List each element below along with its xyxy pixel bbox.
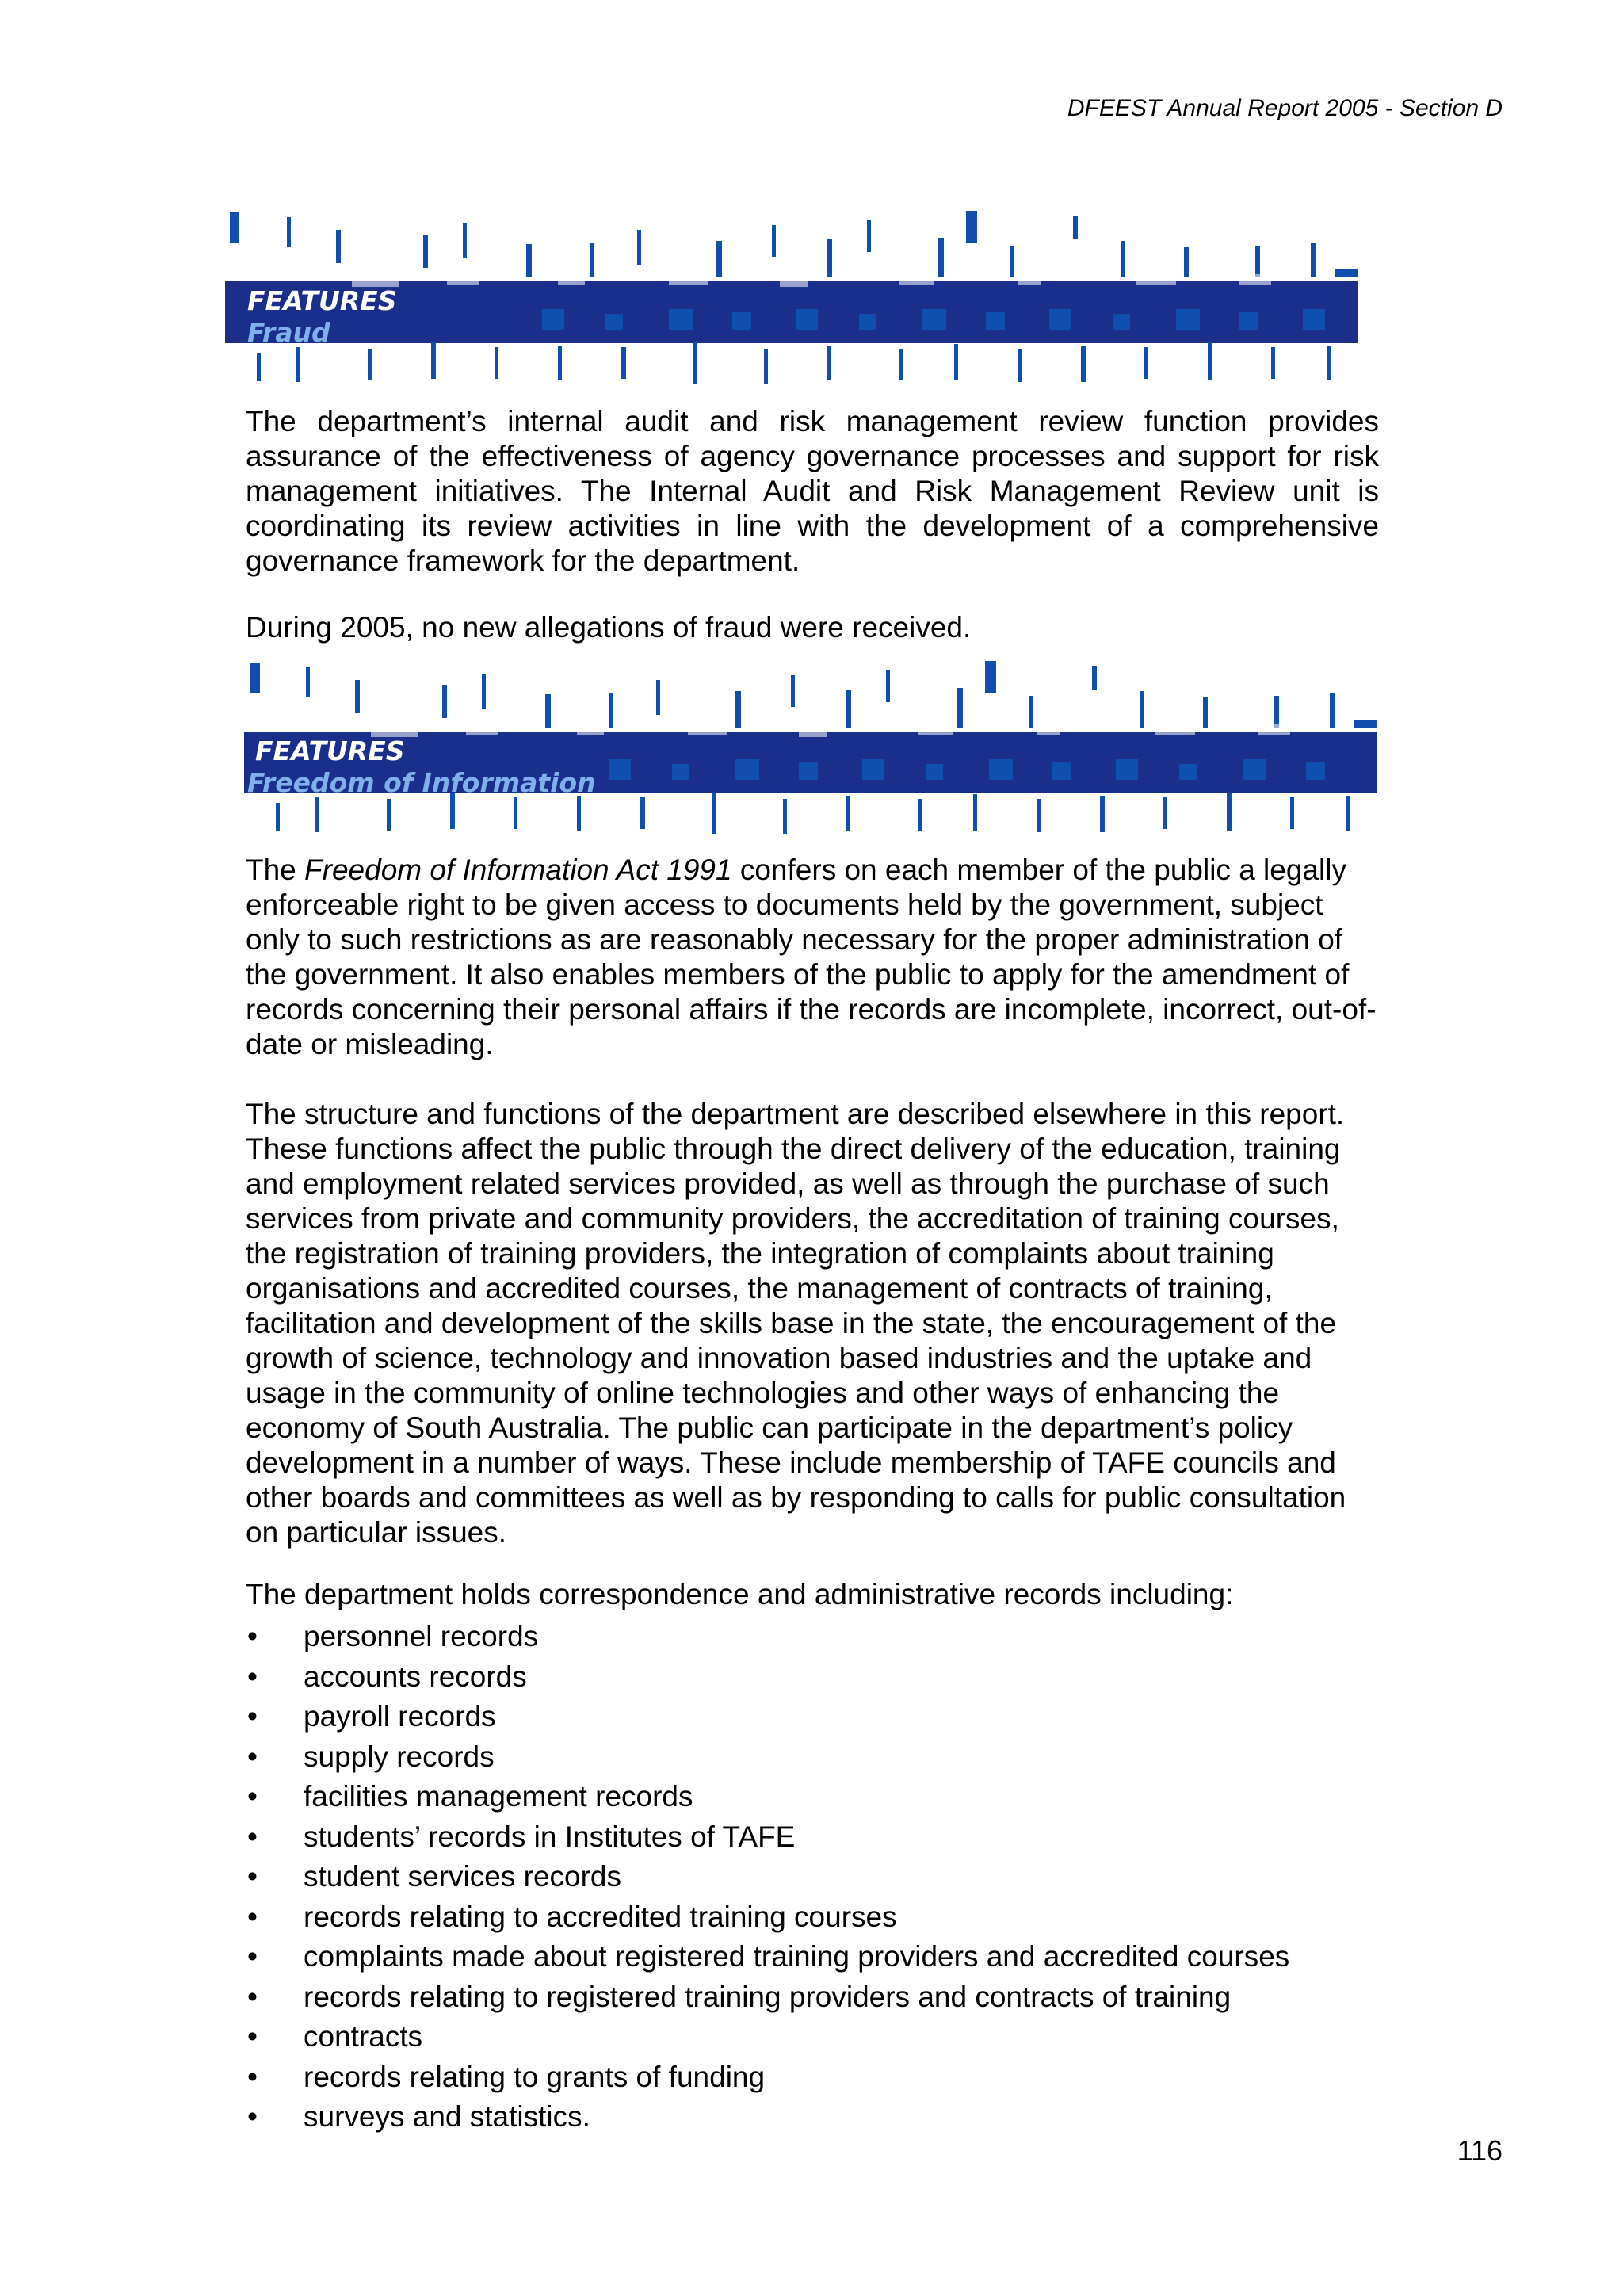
list-item: • accounts records <box>246 1657 1379 1698</box>
banner-feature-label: FEATURES <box>247 285 397 316</box>
fraud-paragraph-2: During 2005, no new allegations of fraud were received. <box>246 611 972 644</box>
foi-paragraph-1 <box>246 853 1379 1062</box>
list-item: • personnel records <box>246 1617 1379 1657</box>
page-number: 116 <box>1457 2134 1503 2167</box>
banner-graphic <box>244 656 1377 840</box>
section-banner-foi <box>244 656 1377 840</box>
list-item: • supply records <box>246 1737 1379 1778</box>
list-item: • facilities management records <box>246 1777 1379 1817</box>
foi-p1-lead: The <box>246 854 305 886</box>
list-item: • complaints made about registered training providers and accredited courses <box>246 1937 1379 1977</box>
list-item: • contracts <box>246 2017 1379 2057</box>
foi-p1-rest: confers on each member of the public a legally enforceable right to be given access to documents held by the government, subject only to such restrictions as are reasonably necessary for the proper administration of the government. It also enables members of the public to apply for the amendment of records concerning their personal affairs if the records are incomplete, incorrect, out-of-date or misleading. <box>246 854 1377 1060</box>
list-item: • records relating to registered training providers and contracts of training <box>246 1977 1379 2018</box>
records-intro: The department holds correspondence and administrative records including: <box>246 1578 1234 1610</box>
list-item: • payroll records <box>246 1697 1379 1737</box>
banner-subtitle: Fraud <box>247 317 330 348</box>
section-banner-fraud <box>225 206 1358 390</box>
list-item: • records relating to accredited training courses <box>246 1897 1379 1938</box>
banner-subtitle: Freedom of Information <box>247 767 596 798</box>
list-item: • student services records <box>246 1857 1379 1897</box>
fraud-paragraph-1: The department’s internal audit and risk management review function provides assurance of the effectiveness of agency governance processes and support for risk management initiatives. The Internal Audit and Risk Management Review unit is coordinating its review activities in line with the development of a comprehensive governance framework for the department. <box>246 405 1379 577</box>
list-item: • records relating to grants of funding <box>246 2057 1379 2098</box>
list-item: • students’ records in Institutes of TAFE <box>246 1817 1379 1858</box>
foi-paragraph-2: The structure and functions of the department are described elsewhere in this report. These functions affect the public through the direct delivery of the education, training and employment related services provided, as well as through the purchase of such services from private and community providers, the accreditation of training courses, the registration of training providers, the integration of complaints about training organisations and accredited courses, the management of contracts of training, facilitation and development of the skills base in the state, the encouragement of the growth of science, technology and innovation based industries and the uptake and usage in the community of online technologies and other ways of enhancing the economy of South Australia. The public can participate in the department’s policy development in a number of ways. These include membership of TAFE councils and other boards and committees as well as by responding to calls for public consultation on particular issues. <box>246 1098 1346 1549</box>
banner-feature-label: FEATURES <box>255 735 405 766</box>
act-title: Freedom of Information Act 1991 <box>304 854 732 886</box>
running-header: DFEEST Annual Report 2005 - Section D <box>1067 95 1503 121</box>
list-item: • surveys and statistics. <box>246 2097 1379 2137</box>
records-list <box>246 1617 1379 2137</box>
